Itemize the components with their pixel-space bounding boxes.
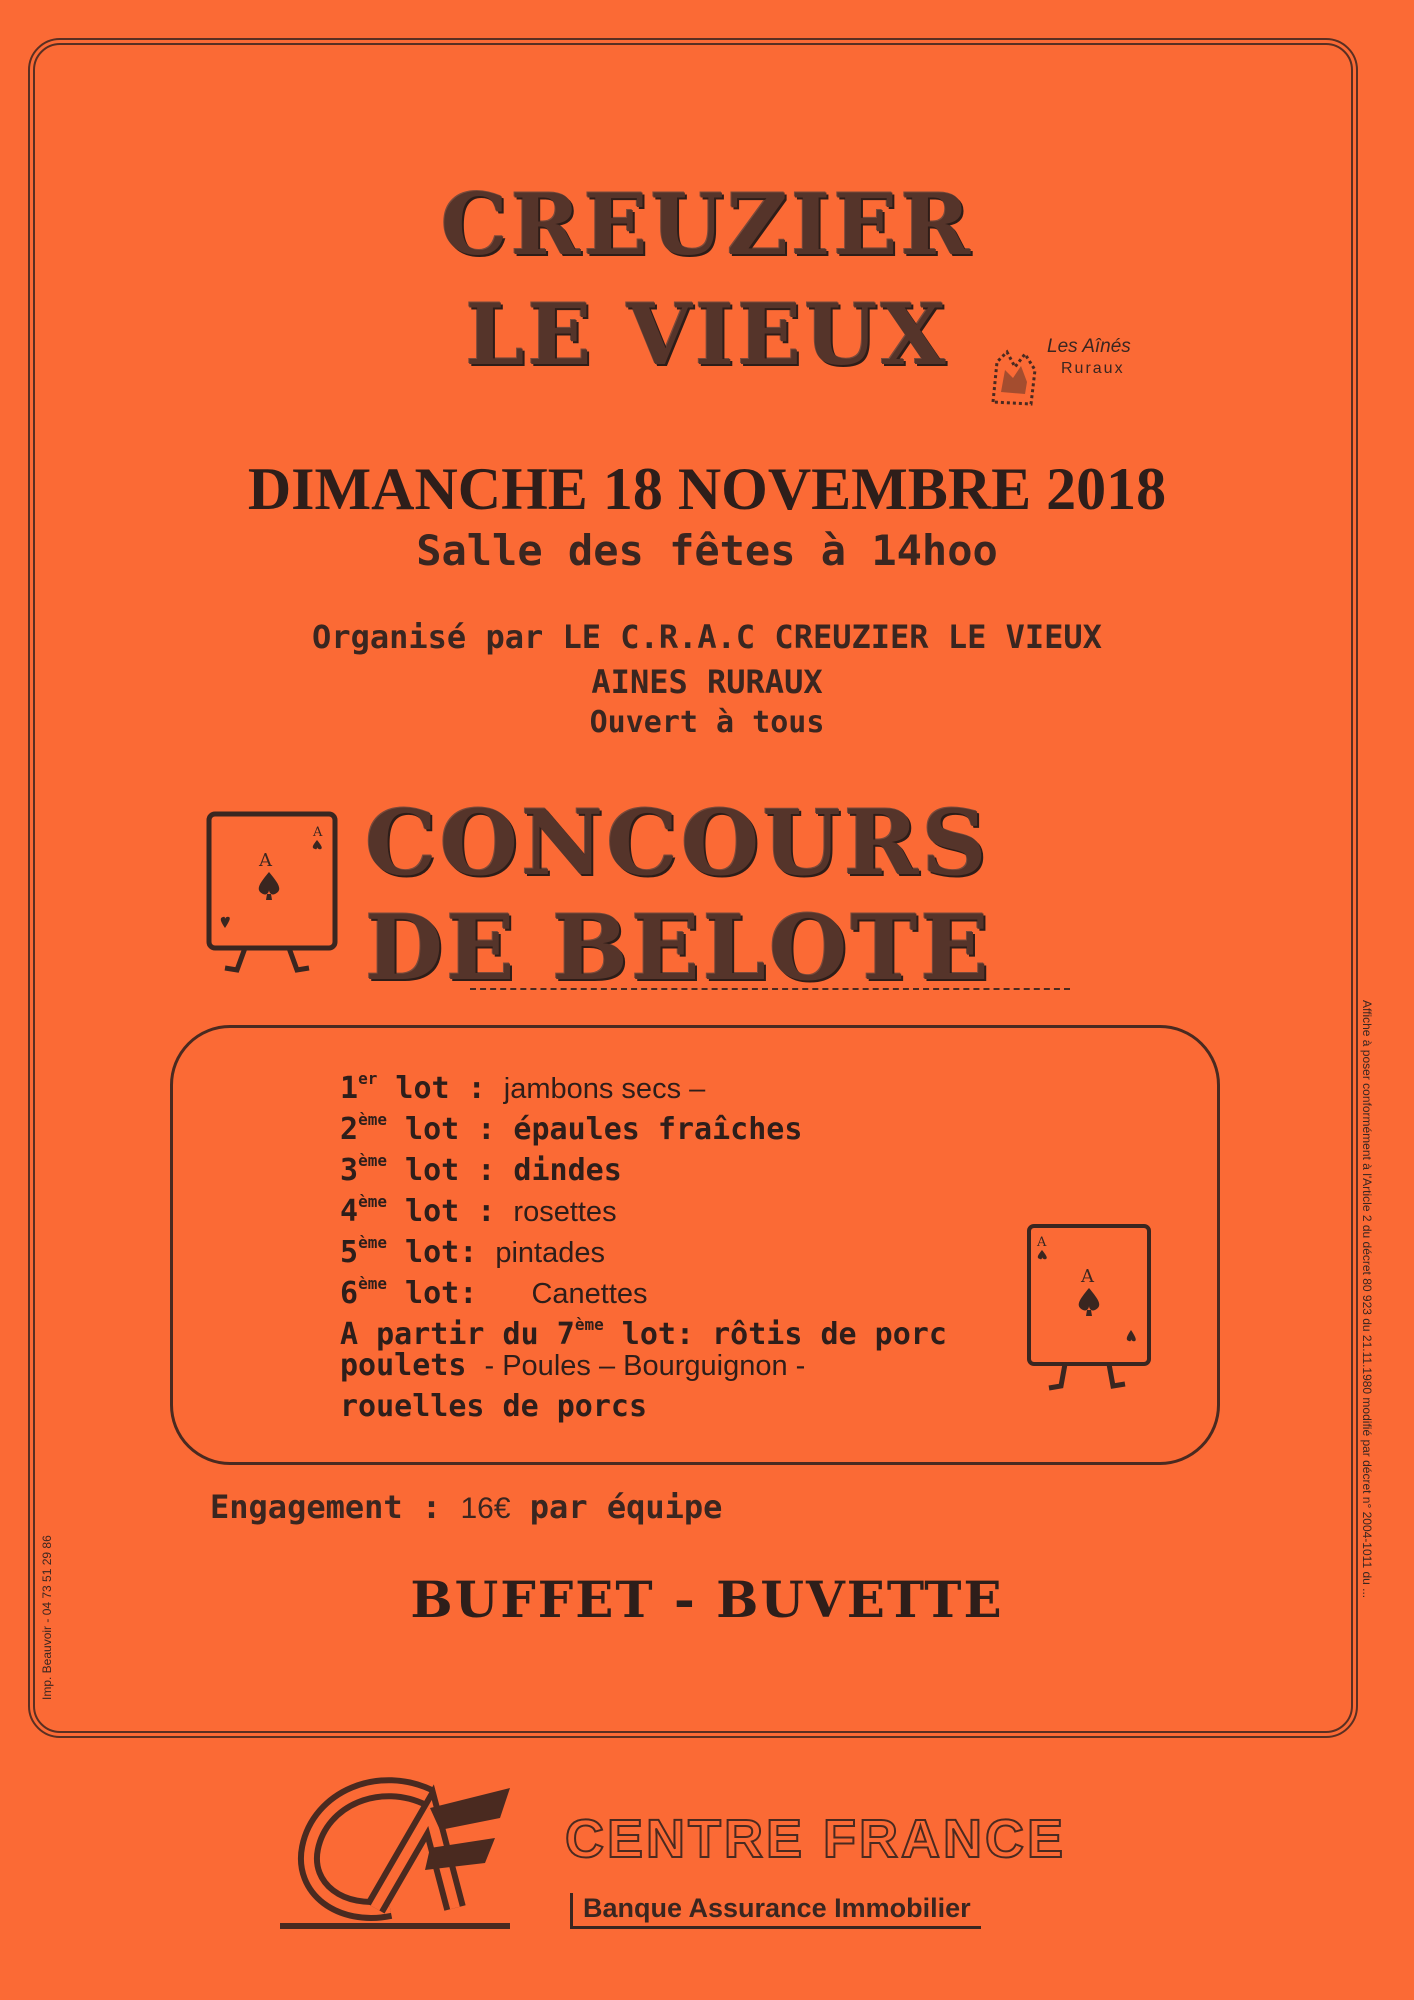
aines-ruraux-logo — [985, 332, 1165, 412]
ace-of-spades-card-icon — [1025, 1222, 1155, 1397]
venue-time: Salle des fêtes à 14hoo — [416, 526, 998, 575]
printer-credit: Imp. Beauvoir - 04 73 51 29 86 — [40, 1535, 54, 1700]
legal-notice: Affiche à poser conformément à l'Article 2 du décret 80 923 du 21.11.1980 modifié par décret n° 2004-1011 du ... — [1360, 1000, 1374, 1599]
stamp-line2: Ruraux — [1061, 360, 1125, 377]
prize-lot-6: 6ème lot: Canettes — [340, 1274, 648, 1311]
event-date: DIMANCHE 18 NOVEMBRE 2018 — [247, 456, 1167, 522]
town-title-line1: CREUZIER — [440, 175, 974, 274]
prize-lot-7-line3: rouelles de porcs — [340, 1389, 648, 1424]
svg-text:A: A — [1081, 1266, 1094, 1287]
svg-text:A: A — [1037, 1235, 1047, 1250]
ace-of-spades-card-icon — [205, 810, 345, 975]
buffet-buvette: BUFFET - BUVETTE — [410, 1570, 1004, 1629]
prize-lot-5: 5ème lot: pintades — [340, 1233, 605, 1270]
town-title-line2: LE VIEUX — [465, 285, 949, 384]
ca-logo-icon — [280, 1768, 520, 1938]
entry-fee: Engagement : 16€ par équipe — [210, 1488, 723, 1526]
svg-text:A: A — [259, 850, 272, 871]
organizer-line3: Ouvert à tous — [589, 705, 825, 740]
event-title-line1: CONCOURS — [365, 790, 990, 896]
organizer-line2: AINES RURAUX — [591, 663, 823, 701]
svg-text:A: A — [313, 825, 323, 840]
prize-lot-3: 3ème lot : dindes — [340, 1151, 622, 1188]
prize-lot-7-onwards: A partir du 7ème lot: rôtis de porc — [340, 1315, 947, 1352]
prize-lot-1: 1er lot : jambons secs – — [340, 1069, 706, 1106]
prize-lot-7-line2: poulets - Poules – Bourguignon - — [340, 1348, 806, 1383]
divider-rule — [470, 988, 1070, 990]
prize-lot-2: 2ème lot : épaules fraîches — [340, 1110, 803, 1147]
prize-lot-4: 4ème lot : rosettes — [340, 1192, 617, 1229]
stamp-line1: Les Aînés — [1047, 336, 1131, 357]
organizer-line1: Organisé par LE C.R.A.C CREUZIER LE VIEUX — [312, 618, 1102, 656]
sponsor-name: CENTRE FRANCE — [565, 1809, 1067, 1869]
prize-list — [340, 1058, 1060, 1427]
credit-agricole-logo — [280, 1768, 520, 1938]
event-title-line2: DE BELOTE — [365, 895, 992, 1001]
sponsor-tagline: Banque Assurance Immobilier — [570, 1893, 981, 1929]
